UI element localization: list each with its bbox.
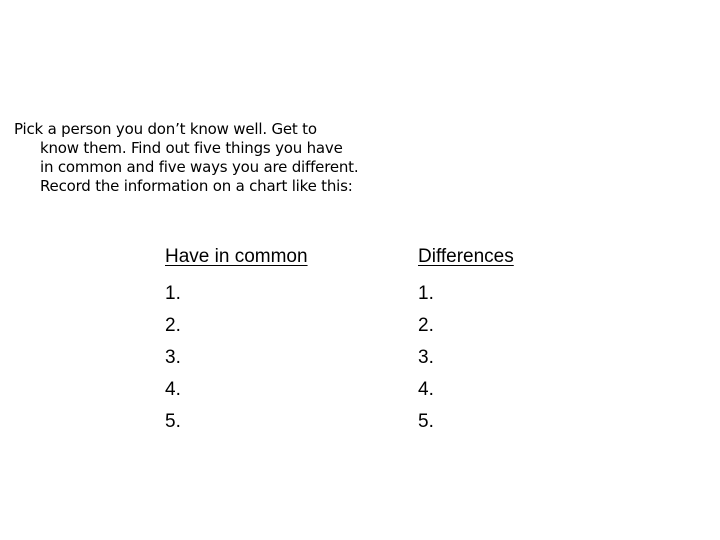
- have-in-common-column: [165, 245, 308, 438]
- list-item: 2.: [418, 315, 434, 336]
- have-in-common-header: Have in common: [165, 246, 308, 267]
- instruction-line: know them. Find out five things you have: [40, 139, 343, 157]
- list-item: 3.: [418, 347, 434, 368]
- instruction-line: Record the information on a chart like this:: [40, 177, 353, 195]
- list-item: 4.: [165, 379, 181, 400]
- instructions-text: [14, 120, 414, 196]
- instruction-line: in common and five ways you are different.: [40, 158, 359, 176]
- list-item: 5.: [165, 411, 181, 432]
- differences-column: [418, 245, 514, 438]
- list-item: 5.: [418, 411, 434, 432]
- list-item: 4.: [418, 379, 434, 400]
- list-item: 3.: [165, 347, 181, 368]
- list-item: 2.: [165, 315, 181, 336]
- list-item: 1.: [165, 283, 181, 304]
- list-item: 1.: [418, 283, 434, 304]
- differences-header: Differences: [418, 246, 514, 267]
- instruction-line: Pick a person you don’t know well. Get to: [14, 120, 317, 138]
